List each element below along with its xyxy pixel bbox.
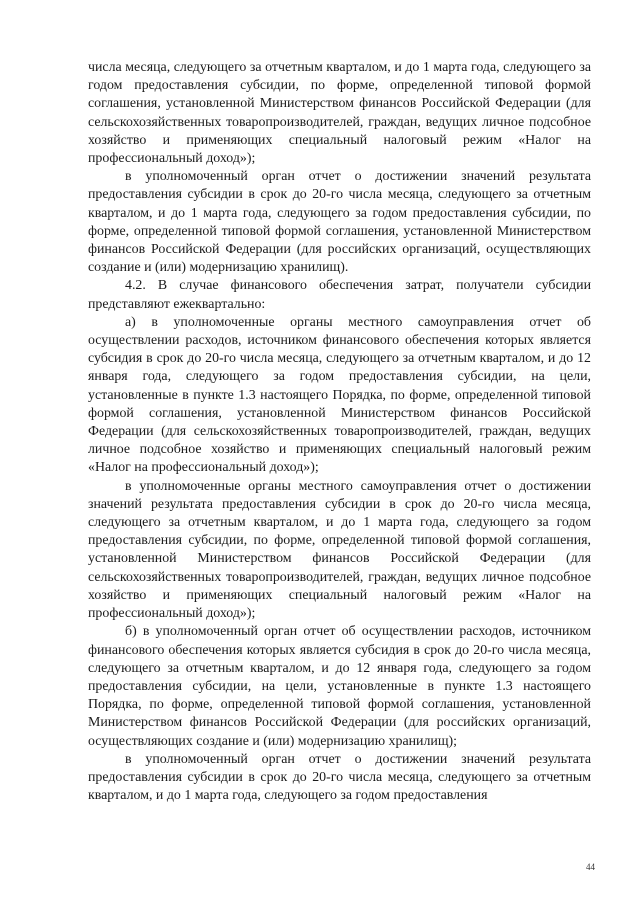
paragraph-item-b: б) в уполномоченный орган отчет об осуществлении расходов, источником финансового обеспечения которых является субсидия в срок до 20-го числа месяца, следующего за отчетным кварталом, и до 12 января года, следующего за годом предоставления субсидии, на цели, установленные в пункте 1.3 настоящего Порядка, по форме, определенной типовой формой соглашения, установленной Министерством финансов Российской Федерации (для российских организаций, осуществляющих создание и (или) модернизацию хранилищ);	[88, 624, 591, 749]
paragraph-item-b-result: в уполномоченный орган отчет о достижении значений результата предоставления субсидии в срок до 20-го числа месяца, следующего за отчетным кварталом, и до 1 марта года, следующего за годом предоставления	[88, 751, 591, 804]
paragraph-section-4-2: 4.2. В случае финансового обеспечения затрат, получатели субсидии представляют ежеквартально:	[88, 278, 591, 312]
paragraph-item-a-result: в уполномоченные органы местного самоуправления отчет о достижении значений результата предоставления субсидии в срок до 20-го числа месяца, следующего за отчетным кварталом, и до 1 марта года, следующего за годом предоставления субсидии, по форме, определенной типовой формой соглашения, установленной Министерством финансов Российской Федерации (для сельскохозяйственных товаропроизводителей, граждан, ведущих личное подсобное хозяйство и применяющих специальный налоговый режим «Налог на профессиональный доход»);	[88, 478, 591, 622]
document-body	[88, 59, 591, 805]
paragraph-continuation: числа месяца, следующего за отчетным кварталом, и до 1 марта года, следующего за годом предоставления субсидии, по форме, определенной типовой формой соглашения, установленной Министерством финансов Российской Федерации (для сельскохозяйственных товаропроизводителей, граждан, ведущих личное подсобное хозяйство и применяющих специальный налоговый режим «Налог на профессиональный доход»);	[88, 60, 591, 167]
paragraph-report-modernization: в уполномоченный орган отчет о достижении значений результата предоставления субсидии в срок до 20-го числа месяца, следующего за отчетным кварталом, и до 1 марта года, следующего за годом предоставления субсидии, по форме, определенной типовой формой соглашения, установленной Министерством финансов Российской Федерации (для российских организаций, осуществляющих создание и (или) модернизацию хранилищ).	[88, 169, 591, 276]
paragraph-item-a: а) в уполномоченные органы местного самоуправления отчет об осуществлении расходов, источником финансового обеспечения которых является субсидия в срок до 20-го числа месяца, следующего за отчетным кварталом, и до 12 января года, следующего за годом предоставления субсидии, на цели, установленные в пункте 1.3 настоящего Порядка, по форме, определенной типовой формой соглашения, установленной Министерством финансов Российской Федерации (для сельскохозяйственных товаропроизводителей, граждан, ведущих личное подсобное хозяйство и применяющих специальный налоговый режим «Налог на профессиональный доход»);	[88, 314, 591, 476]
page-number: 44	[586, 862, 595, 872]
